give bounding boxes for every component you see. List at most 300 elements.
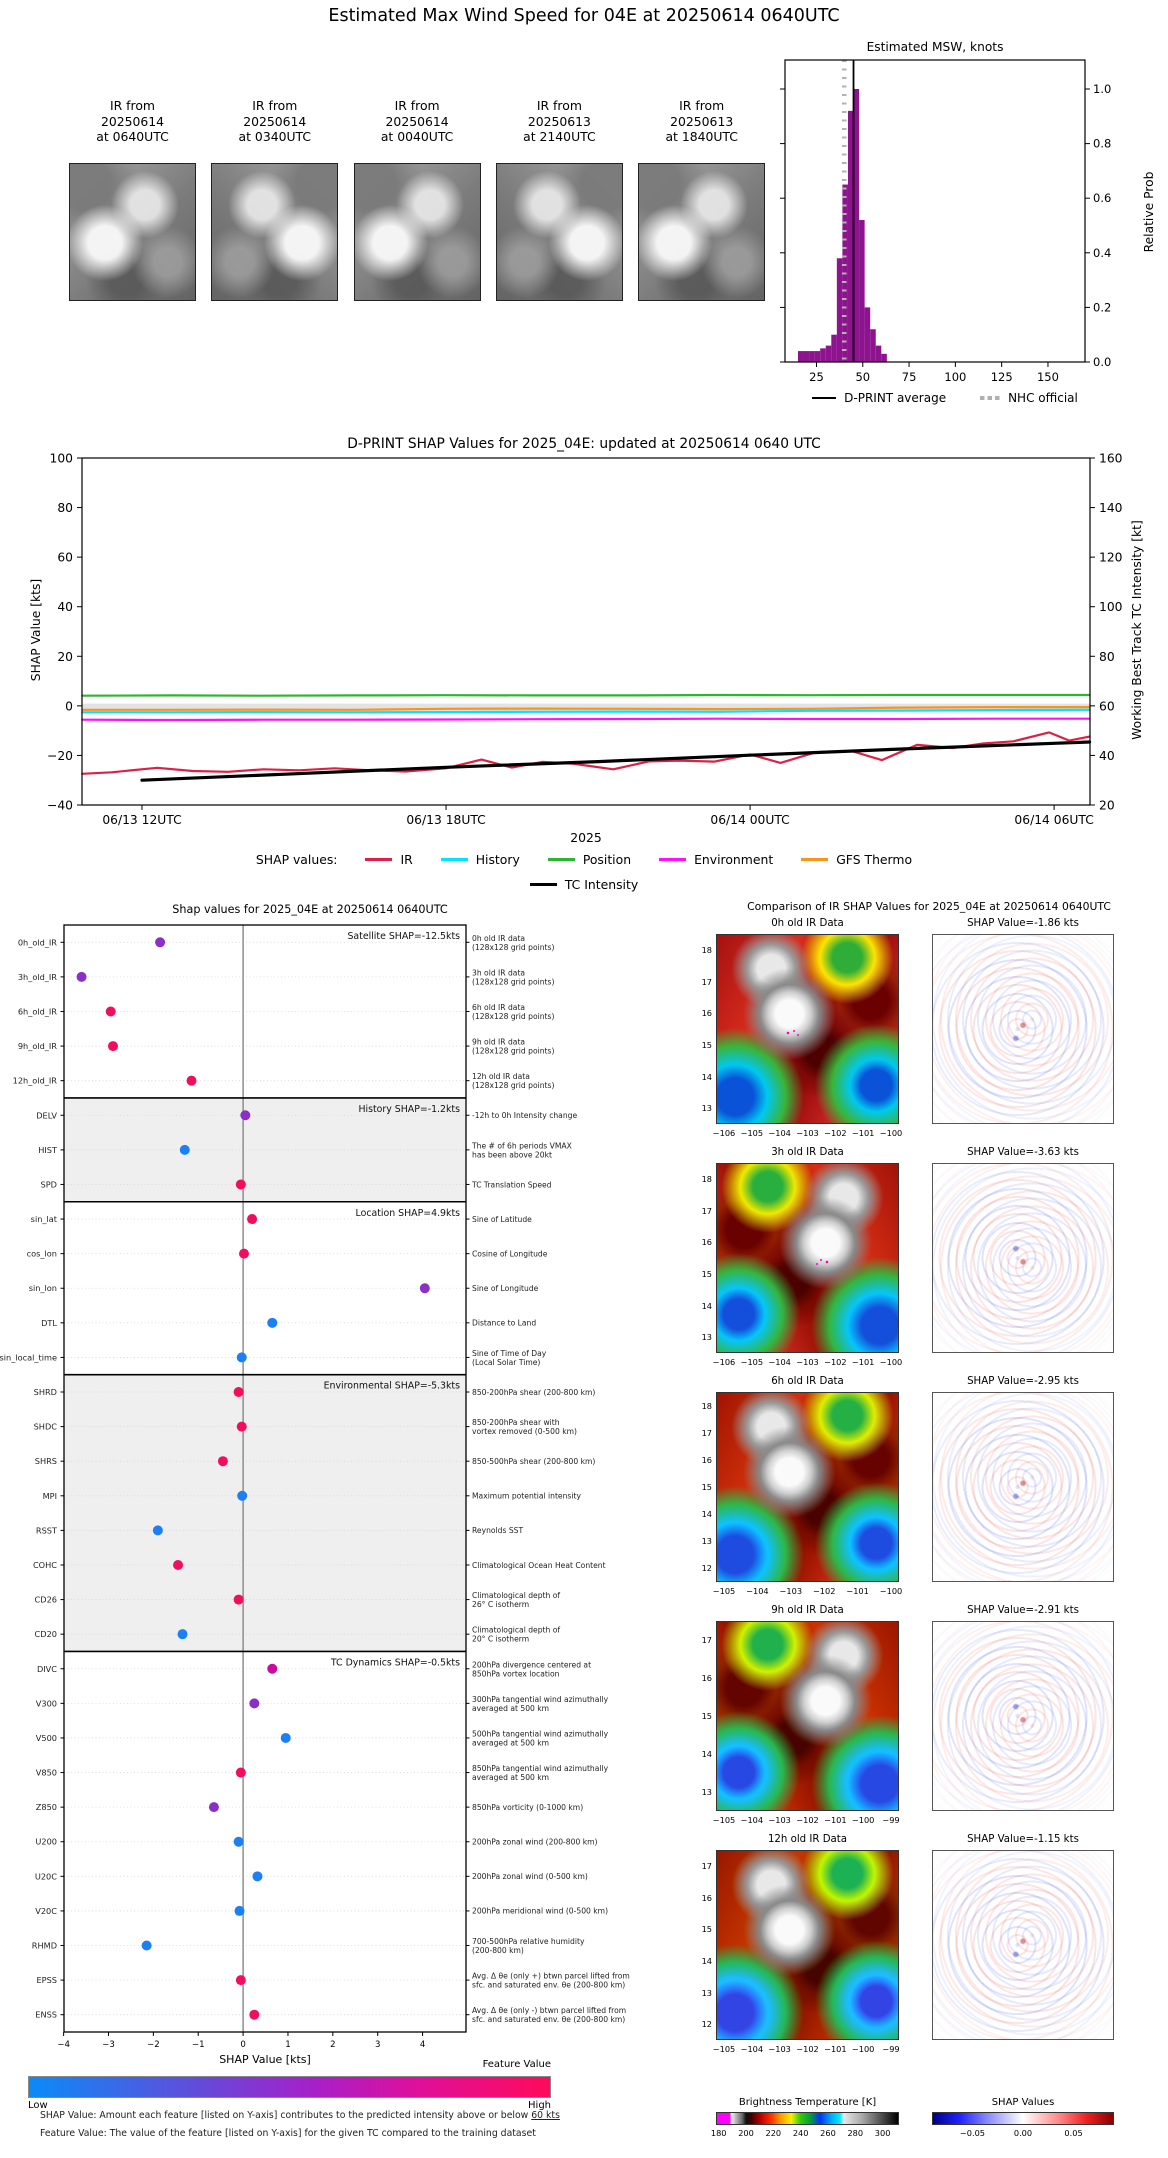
longitude-tick-label: −104 (768, 1357, 791, 1367)
legend-line-swatch (801, 858, 828, 861)
group-shading-environmental (64, 1375, 466, 1652)
shap-map-title: SHAP Value=-2.91 kts (967, 1605, 1079, 1616)
footnote-text: Feature Value: The value of the feature [listed on Y-axis] for the given TC compared to the training dataset (40, 2128, 536, 2139)
feature-description: 12h old IR data (128x128 grid points) (472, 1072, 555, 1091)
legend-label: IR (400, 852, 413, 867)
longitude-tick-label: −102 (824, 1128, 847, 1138)
xtick-label: 1 (285, 2040, 291, 2050)
footnote-text: SHAP Value: Amount each feature [listed on Y-axis] contributes to the predicted intensity above or below (40, 2110, 532, 2121)
bt-tick-label: 200 (738, 2128, 754, 2138)
feature-label: COHC (32, 1559, 57, 1570)
ir-thumb-label-line: at 0640UTC (96, 129, 169, 144)
latitude-tick-label: 14 (701, 1300, 712, 1311)
latitude-tick-label: 14 (701, 1955, 712, 1966)
ytick-label-left: 0 (65, 699, 73, 714)
latitude-tick-label: 13 (701, 1987, 712, 1998)
latitude-tick-label: 16 (701, 1008, 712, 1019)
dotplot-xlabel: SHAP Value [kts] (219, 2053, 311, 2066)
series-ir (82, 732, 1089, 773)
histogram-title: Estimated MSW, knots (866, 40, 1004, 54)
feature-label: Z850 (35, 1802, 57, 1813)
xtick-label: −3 (102, 2040, 115, 2050)
longitude-tick-label: −105 (740, 1128, 764, 1138)
xtick-label: 25 (809, 370, 824, 384)
feature-label: sin_lat (30, 1214, 57, 1225)
feature-shap-dot (234, 1837, 244, 1847)
xtick-label: 50 (855, 370, 871, 384)
feature-shap-dot (239, 1249, 249, 1259)
feature-description: Climatological depth of 26° C isotherm (472, 1591, 561, 1610)
longitude-tick-label: −100 (879, 1586, 903, 1596)
ytick-label-right: 100 (1099, 600, 1123, 615)
feature-description: Climatological Ocean Heat Content (472, 1560, 606, 1570)
latitude-tick-label: 15 (701, 1924, 712, 1935)
ir-thumb-label (61, 98, 204, 145)
latitude-tick-label: 13 (701, 1787, 712, 1797)
feature-description: 200hPa zonal wind (200-800 km) (472, 1837, 598, 1847)
latitude-tick-label: 16 (701, 1237, 712, 1248)
histogram-bar (837, 258, 843, 362)
histogram-bar (831, 335, 837, 362)
group-annotation-environmental: Environmental SHAP=-5.3kts (323, 1380, 460, 1392)
ytick-label-left: 60 (57, 550, 73, 565)
histogram-bar (809, 351, 815, 362)
feature-description: Sine of Latitude (472, 1214, 532, 1224)
latitude-tick-label: 14 (701, 1509, 712, 1520)
feature-description: 300hPa tangential wind azimuthally averaged at 500 km (472, 1694, 609, 1713)
dprint-average-line-swatch (812, 397, 836, 400)
latitude-tick-label: 15 (701, 1268, 712, 1279)
feature-description: Maximum potential intensity (472, 1491, 581, 1501)
footnote-feature-value (40, 2128, 720, 2139)
feature-label: HIST (38, 1144, 57, 1155)
ir-data-image (716, 934, 899, 1124)
feature-label: 0h_old_IR (17, 937, 57, 948)
longitude-tick-label: −102 (796, 1815, 819, 1825)
ir-data-image (716, 1392, 899, 1582)
feature-label: cos_lon (26, 1248, 57, 1259)
longitude-tick-label: −104 (768, 1128, 791, 1138)
feature-description: Sine of Longitude (472, 1284, 539, 1294)
ir-data-title: 9h old IR Data (771, 1605, 844, 1616)
feature-shap-dot (247, 1214, 257, 1224)
latitude-tick-label: 13 (701, 1332, 712, 1343)
latitude-tick-label: 13 (701, 1536, 712, 1547)
feature-label: DELV (36, 1110, 57, 1121)
ytick-label-right: 20 (1099, 798, 1115, 813)
feature-description: Avg. Δ θe (only +) btwn parcel lifted from sfc. and saturated env. θe (200-800 km) (472, 1971, 630, 1990)
page-title: Estimated Max Wind Speed for 04E at 20250614 0640UTC (328, 6, 840, 26)
xtick-label: 125 (990, 370, 1013, 384)
xtick-label: −4 (57, 2040, 70, 2050)
ir-satellite-thumbnail (211, 163, 338, 301)
longitude-tick-label: −100 (879, 1357, 903, 1367)
shap-value-map (932, 1621, 1114, 1811)
ir-thumb-label-line: at 0340UTC (238, 129, 312, 144)
feature-shap-dot (420, 1283, 430, 1293)
ir-data-title: 12h old IR Data (767, 1834, 848, 1845)
feature-shap-dot (252, 1871, 262, 1881)
feature-description: 200hPa zonal wind (0-500 km) (472, 1872, 588, 1882)
histogram-ylabel: Relative Prob (1142, 171, 1156, 253)
feature-label: 12h_old_IR (12, 1075, 57, 1086)
histogram-bar (881, 354, 887, 362)
feature-shap-dot (142, 1941, 152, 1951)
feature-shap-dot (237, 1422, 247, 1432)
ir-thumb-label-line: at 1840UTC (665, 129, 738, 144)
nhc-official-dotted-swatch (980, 396, 1000, 401)
shap-timeseries-plot (0, 430, 1168, 850)
histogram-bar (804, 351, 810, 362)
series-position (82, 695, 1089, 696)
feature-label: SHRD (33, 1387, 57, 1398)
feature-label: ENSS (35, 2009, 57, 2020)
longitude-tick-label: −103 (768, 1815, 791, 1825)
feature-shap-dot (240, 1110, 250, 1120)
bt-tick-label: 300 (874, 2128, 891, 2138)
longitude-tick-label: −106 (712, 1357, 736, 1367)
latitude-tick-label: 18 (701, 1173, 712, 1184)
xtick-label: 75 (901, 370, 917, 384)
xtick-label: 100 (944, 370, 967, 384)
longitude-tick-label: −103 (796, 1128, 819, 1138)
longitude-tick-label: −101 (851, 1357, 875, 1367)
feature-description: 9h old IR data (128x128 grid points) (472, 1037, 555, 1056)
feature-label: 6h_old_IR (17, 1006, 57, 1017)
feature-value-low-label: Low (28, 2100, 48, 2111)
latitude-tick-label: 14 (701, 1071, 712, 1082)
timeseries-title: D-PRINT SHAP Values for 2025_04E: updated at 20250614 0640 UTC (347, 436, 821, 452)
feature-description: Cosine of Longitude (472, 1249, 548, 1259)
feature-description: 850hPa vorticity (0-1000 km) (472, 1802, 584, 1812)
ytick-label: 0.4 (1093, 245, 1112, 260)
feature-value-colorbar (28, 2076, 551, 2098)
longitude-tick-label: −101 (824, 2044, 847, 2054)
ytick-label-right: 40 (1099, 748, 1115, 763)
ir-thumb-label (488, 98, 631, 145)
histogram-bar (870, 329, 876, 362)
feature-shap-dot (235, 1906, 245, 1916)
feature-description: 700-500hPa relative humidity (200-800 km) (472, 1937, 585, 1956)
longitude-tick-label: −106 (712, 1128, 736, 1138)
xtick-label: 150 (1036, 370, 1059, 384)
footnote-underlined: 60 kts (531, 2110, 560, 2121)
histogram-bar (815, 351, 821, 362)
feature-description: Sine of Time of Day (Local Solar Time) (472, 1348, 547, 1367)
ir-thumb-label-line: 20250614 (100, 113, 165, 129)
latitude-tick-label: 15 (701, 1711, 712, 1721)
legend-item-position (548, 852, 631, 867)
feature-shap-dot (178, 1629, 188, 1639)
ir-thumb-label-line: 20250614 (243, 113, 307, 129)
longitude-tick-label: −101 (851, 1128, 875, 1138)
shap-dotplot-plot (0, 895, 710, 2070)
feature-shap-dot (155, 937, 165, 947)
ytick-label: 1.0 (1093, 82, 1112, 96)
xtick-label: 2 (330, 2040, 336, 2050)
feature-shap-dot (236, 1975, 246, 1985)
feature-description: 3h old IR data (128x128 grid points) (472, 968, 555, 987)
legend-prefix: SHAP values: (255, 852, 338, 867)
latitude-tick-label: 16 (701, 1892, 712, 1903)
longitude-tick-label: −102 (796, 2044, 819, 2054)
feature-value-high-label: High (528, 2100, 551, 2111)
latitude-tick-label: 17 (701, 1205, 712, 1216)
feature-label: U200 (35, 1836, 57, 1847)
feature-label: EPSS (36, 1975, 57, 1986)
longitude-tick-label: −102 (812, 1586, 836, 1596)
xtick-label: 4 (419, 2040, 426, 2050)
ir-thumb-label-line: at 0040UTC (380, 129, 454, 144)
longitude-tick-label: −99 (882, 2044, 900, 2054)
longitude-tick-label: −104 (740, 1815, 764, 1825)
shap-map-title: SHAP Value=-1.86 kts (967, 918, 1079, 929)
feature-shap-dot (237, 1491, 247, 1501)
feature-label: V300 (35, 1698, 57, 1709)
timeseries-ylabel-right: Working Best Track TC Intensity [kt] (1130, 520, 1144, 740)
longitude-tick-label: −100 (851, 2044, 875, 2054)
histogram-bar (876, 346, 882, 362)
ir-satellite-thumbnail (69, 163, 196, 301)
ytick-label: 0.6 (1093, 191, 1112, 206)
feature-description: 850-200hPa shear (200-800 km) (472, 1387, 596, 1397)
latitude-tick-label: 16 (701, 1673, 712, 1683)
feature-label: DTL (41, 1317, 57, 1328)
xtick-label: 06/14 06UTC (1014, 813, 1094, 827)
feature-description: 850hPa tangential wind azimuthally averaged at 500 km (472, 1764, 609, 1783)
feature-shap-dot (267, 1318, 277, 1328)
legend-line-swatch (441, 858, 468, 861)
xtick-label: 0 (240, 2040, 246, 2050)
feature-label: 3h_old_IR (17, 971, 57, 982)
ir-thumb-label (346, 98, 489, 145)
histogram-bar (865, 307, 871, 362)
xtick-label: 3 (374, 2040, 381, 2050)
latitude-tick-label: 17 (701, 1427, 712, 1438)
feature-shap-dot (106, 1006, 116, 1016)
shap-value-map (932, 1392, 1114, 1582)
xtick-label: 06/14 00UTC (710, 813, 790, 827)
latitude-tick-label: 15 (701, 1039, 712, 1050)
feature-description: Distance to Land (472, 1318, 537, 1328)
longitude-tick-label: −105 (712, 1586, 736, 1596)
group-annotation-tc-dynamics: TC Dynamics SHAP=-0.5kts (330, 1657, 460, 1669)
feature-description: 200hPa divergence centered at 850hPa vortex location (472, 1660, 592, 1679)
timeseries-xlabel: 2025 (570, 830, 602, 845)
shapcb-tick-label: 0.00 (1013, 2128, 1033, 2138)
msw-histogram-plot (690, 30, 1168, 420)
latitude-tick-label: 18 (701, 944, 712, 955)
shapcb-tick-label: 0.05 (1064, 2128, 1083, 2138)
ytick-label: 0.2 (1093, 300, 1112, 315)
shapcb-tick-label: −0.05 (959, 2128, 985, 2138)
bt-tick-label: 180 (710, 2128, 727, 2138)
feature-description: Avg. Δ θe (only -) btwn parcel lifted from sfc. and saturated env. θe (200-800 km) (472, 2006, 627, 2025)
feature-description: The # of 6h periods VMAX has been above 20kt (472, 1141, 572, 1160)
longitude-tick-label: −105 (740, 1357, 764, 1367)
feature-label: sin_lon (28, 1283, 57, 1294)
feature-description: 6h old IR data (128x128 grid points) (472, 1002, 555, 1021)
longitude-tick-label: −100 (851, 1815, 875, 1825)
legend-label: Position (582, 852, 632, 867)
histogram-bar (826, 346, 832, 362)
feature-description: 500hPa tangential wind azimuthally averaged at 500 km (472, 1729, 609, 1748)
longitude-tick-label: −100 (879, 1128, 903, 1138)
legend-item-environment (659, 852, 773, 867)
ytick-label-right: 140 (1099, 501, 1123, 516)
feature-shap-dot (234, 1387, 244, 1397)
feature-description: 0h old IR data (128x128 grid points) (472, 933, 555, 952)
ytick-label: 0.0 (1093, 355, 1112, 369)
ir-data-image (716, 1621, 899, 1811)
feature-label: SHDC (33, 1421, 57, 1432)
ir-thumb-label-line: 20250613 (670, 113, 734, 129)
bt-tick-label: 240 (792, 2128, 809, 2138)
timeseries-frame (82, 458, 1090, 805)
feature-label: V20C (35, 1905, 57, 1916)
feature-shap-dot (153, 1525, 163, 1535)
group-annotation-satellite: Satellite SHAP=-12.5kts (347, 931, 460, 942)
feature-label: sin_local_time (0, 1352, 57, 1363)
ytick-label-right: 80 (1099, 649, 1115, 664)
ir-satellite-thumbnail (354, 163, 481, 301)
feature-shap-dot (186, 1076, 196, 1086)
feature-description: Climatological depth of 20° C isotherm (472, 1625, 561, 1644)
latitude-tick-label: 15 (701, 1482, 712, 1492)
feature-shap-dot (234, 1595, 244, 1605)
longitude-tick-label: −104 (740, 2044, 764, 2054)
ir-thumb-label-line: 20250613 (527, 113, 591, 129)
ytick-label: 0.8 (1093, 136, 1112, 151)
group-annotation-history: History SHAP=-1.2kts (358, 1103, 460, 1115)
timeseries-legend-row1 (0, 852, 1168, 867)
latitude-tick-label: 17 (701, 976, 712, 987)
longitude-tick-label: −102 (824, 1357, 847, 1367)
ir-thumb-label-line: 20250614 (385, 113, 449, 129)
longitude-tick-label: −99 (882, 1815, 900, 1825)
legend-label: D-PRINT average (844, 391, 947, 405)
ir-data-title: 3h old IR Data (771, 1147, 844, 1158)
shap-colorbar (932, 2112, 1114, 2125)
ir-thumb-label-line: IR from (394, 98, 440, 113)
ir-data-image (716, 1850, 899, 2040)
bt-colorbar-label: Brightness Temperature [K] (738, 2097, 877, 2108)
feature-shap-dot (173, 1560, 183, 1570)
legend-label: NHC official (1008, 391, 1078, 405)
legend-item-gfs-thermo (801, 852, 912, 867)
feature-label: 9h_old_IR (17, 1041, 57, 1052)
legend-item-history (441, 852, 520, 867)
feature-description: 850-200hPa shear with vortex removed (0-500 km) (472, 1418, 577, 1437)
bt-tick-label: 280 (847, 2128, 864, 2138)
feature-shap-dot (236, 1179, 246, 1189)
ir-thumb-label-line: IR from (536, 98, 582, 113)
feature-description: -12h to 0h Intensity change (472, 1111, 578, 1121)
feature-description: 850-500hPa shear (200-800 km) (472, 1457, 596, 1467)
feature-description: Reynolds SST (472, 1526, 524, 1536)
feature-label: SPD (40, 1179, 57, 1190)
longitude-tick-label: −103 (796, 1357, 819, 1367)
longitude-tick-label: −104 (746, 1586, 769, 1596)
group-annotation-location: Location SHAP=4.9kts (355, 1207, 460, 1219)
legend-label: Environment (694, 852, 774, 867)
feature-value-colorbar-label: Feature Value (482, 2059, 551, 2070)
latitude-tick-label: 13 (701, 1103, 712, 1114)
shap-map-title: SHAP Value=-1.15 kts (967, 1834, 1079, 1845)
legend-item-nhc-official (980, 391, 1078, 405)
ir-data-title: 0h old IR Data (771, 918, 844, 929)
series-environment (82, 719, 1089, 720)
legend-item-ir (365, 852, 412, 867)
ytick-label-left: 20 (57, 649, 73, 664)
feature-label: MPI (42, 1490, 57, 1501)
shap-value-map (932, 934, 1114, 1124)
feature-shap-dot (180, 1145, 190, 1155)
legend-line-swatch (530, 883, 557, 886)
ytick-label-left: 80 (57, 501, 73, 516)
xtick-label: 06/13 18UTC (406, 813, 486, 827)
feature-shap-dot (108, 1041, 118, 1051)
feature-label: DIVC (36, 1663, 57, 1674)
ir-thumb-label-line: at 2140UTC (523, 129, 596, 144)
ytick-label-left: −20 (47, 748, 73, 763)
latitude-tick-label: 12 (701, 2019, 712, 2030)
legend-label: History (475, 852, 520, 867)
bt-colorbar (716, 2112, 899, 2125)
longitude-tick-label: −103 (768, 2044, 791, 2054)
ir-thumb-label-line: IR from (679, 98, 725, 113)
comparison-title: Comparison of IR SHAP Values for 2025_04E at 20250614 0640UTC (747, 900, 1111, 913)
longitude-tick-label: −101 (846, 1586, 869, 1596)
legend-label: TC Intensity (564, 877, 639, 892)
bt-tick-label: 220 (765, 2128, 782, 2138)
ir-thumb-label-line: IR from (252, 98, 298, 113)
legend-item-tc-intensity (530, 877, 638, 892)
ir-data-image (716, 1163, 899, 1353)
xtick-label: −1 (191, 2040, 205, 2050)
dotplot-title: Shap values for 2025_04E at 20250614 0640UTC (172, 903, 448, 916)
feature-label: V850 (35, 1767, 57, 1778)
legend-line-swatch (365, 858, 392, 861)
feature-shap-dot (209, 1802, 219, 1812)
histogram-frame (785, 60, 1085, 362)
feature-label: CD26 (34, 1594, 57, 1605)
legend-item-dprint-average (812, 391, 946, 405)
feature-description: 200hPa meridional wind (0-500 km) (472, 1906, 609, 1916)
timeseries-ylabel-left: SHAP Value [kts] (29, 578, 43, 682)
feature-description: TC Translation Speed (472, 1180, 552, 1190)
shap-colorbar-label: SHAP Values (991, 2097, 1055, 2108)
feature-label: RSST (35, 1525, 57, 1536)
legend-line-swatch (548, 858, 575, 861)
ytick-label-right: 160 (1099, 451, 1123, 466)
longitude-tick-label: −101 (824, 1815, 847, 1825)
feature-shap-dot (281, 1733, 291, 1743)
timeseries-legend-row2 (0, 877, 1168, 892)
feature-shap-dot (249, 1698, 259, 1708)
legend-label: GFS Thermo (836, 852, 913, 867)
shap-map-title: SHAP Value=-2.95 kts (967, 1376, 1079, 1387)
latitude-tick-label: 14 (701, 1749, 712, 1759)
latitude-tick-label: 16 (701, 1454, 712, 1465)
longitude-tick-label: −105 (712, 1815, 736, 1825)
ytick-label-left: 40 (57, 600, 73, 615)
histogram-bar (798, 351, 804, 362)
latitude-tick-label: 17 (701, 1860, 712, 1871)
ytick-label-right: 60 (1099, 699, 1115, 714)
bt-tick-label: 260 (820, 2128, 836, 2138)
feature-label: CD20 (34, 1629, 57, 1640)
